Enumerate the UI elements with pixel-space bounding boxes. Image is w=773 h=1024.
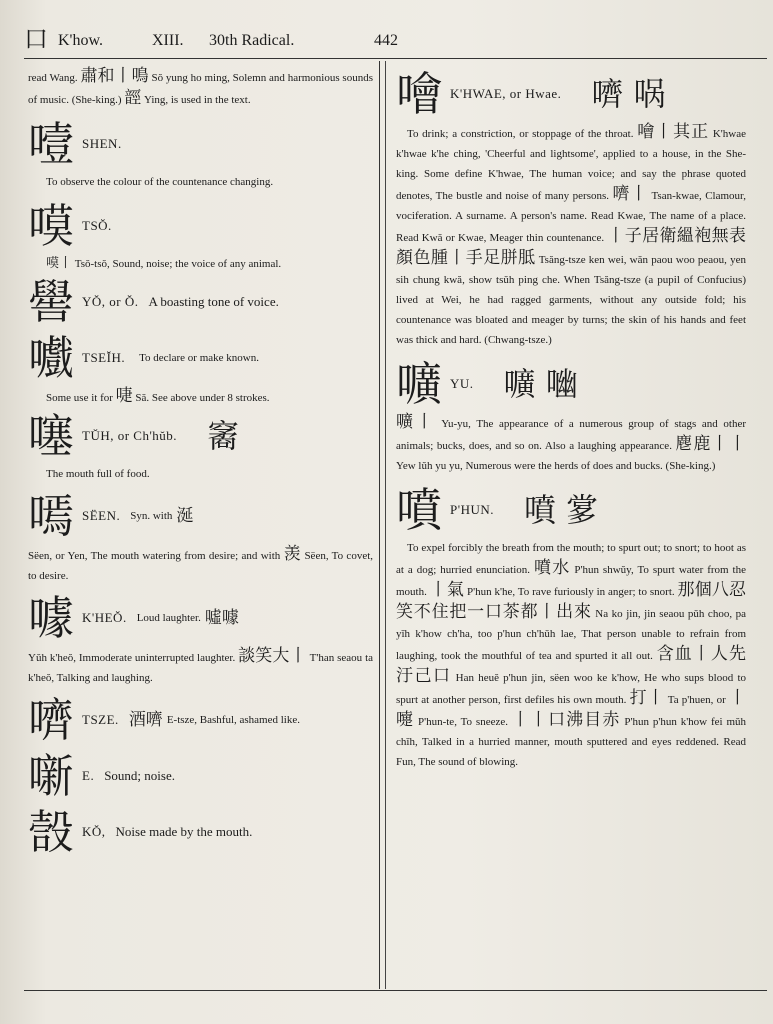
entry-ko bbox=[28, 804, 373, 860]
entry-e bbox=[28, 748, 373, 804]
entry-seen bbox=[28, 488, 373, 544]
cjk-phrase: 丨丨口沸目赤 bbox=[511, 710, 621, 730]
column-divider-inner bbox=[385, 61, 386, 989]
definition: E-tsze, Bashful, ashamed like. bbox=[166, 714, 300, 726]
headword: TSŎ. bbox=[82, 218, 112, 233]
headword-char: 噺 bbox=[28, 749, 74, 803]
intro-cjk: 䪫 bbox=[124, 88, 142, 108]
left-column bbox=[28, 66, 373, 860]
definition-text: P'hun k'he, To rave furiously in anger; to snort. bbox=[464, 586, 678, 598]
headword-char: 嚱 bbox=[28, 331, 74, 385]
definition-text: P'hun shwŭy, To spurt water from the mouth. bbox=[396, 564, 746, 598]
header-rule bbox=[24, 58, 767, 59]
cjk-phrase: 噴水 bbox=[534, 558, 571, 578]
column-divider bbox=[379, 61, 380, 989]
definition-text: P'hun p'hun k'how fei mŭh chĭh, Talked in a hurried manner, mouth sputtered and eyes reddened. Read Fun, The sound of blowing. bbox=[396, 716, 747, 768]
definition-yu bbox=[396, 412, 746, 476]
headword-char: 噴 bbox=[396, 483, 442, 537]
page-header bbox=[24, 26, 759, 56]
definition-text: Yŭh k'heŏ, Immoderate uninterrupted laughter. bbox=[28, 652, 236, 664]
entry-phun bbox=[396, 482, 746, 538]
definition-khwae bbox=[396, 122, 746, 350]
headword-char: 嗀 bbox=[28, 805, 74, 859]
cjk-phrase: 涎 bbox=[176, 506, 194, 526]
entry-tseih bbox=[28, 330, 373, 386]
headword: TSZE. bbox=[82, 712, 119, 727]
definition: To observe the colour of the countenance changing. bbox=[46, 176, 274, 188]
headword: KŎ, bbox=[82, 824, 106, 839]
cjk-phrase: 丨子居衛縕袍無表顏色腫丨手足胼胝 bbox=[396, 226, 747, 268]
cjk-phrase: 那個八忍笑不住把一口茶都丨出來 bbox=[396, 580, 746, 622]
definition-text: Ta p'huen, or bbox=[664, 694, 730, 706]
cjk-phrase: 嚝丨 bbox=[396, 412, 436, 432]
headword: SËEN. bbox=[82, 508, 121, 523]
definition-text: Yew lŭh yu yu, Numerous were the herds of does and bucks. (She-king.) bbox=[396, 460, 716, 472]
headword: K'HEŎ. bbox=[82, 610, 127, 625]
note-text: Să. See above under 8 strokes. bbox=[135, 392, 270, 404]
header-radical: 30th Radical. bbox=[209, 32, 295, 49]
headword-char: 噻 bbox=[28, 409, 74, 463]
headword-char: 嚳 bbox=[28, 275, 74, 329]
headword-char: 噲 bbox=[396, 67, 442, 121]
cjk-phrase: 麀鹿丨丨 bbox=[675, 434, 746, 454]
definition-phun bbox=[396, 538, 746, 772]
entry-yo bbox=[28, 274, 373, 330]
cjk-phrase: 丨嚏 bbox=[396, 688, 747, 730]
entry-shen bbox=[28, 116, 373, 172]
right-column bbox=[396, 66, 746, 772]
note-text: Some use it for bbox=[46, 392, 113, 404]
headword: P'HUN. bbox=[450, 502, 494, 517]
definition-text: Yu-yu, The appearance of a numerous group of stags and other animals; bucks, does, and so on. Also a laughing appearance. bbox=[396, 418, 746, 452]
definition-text: Na ko jin, jin seaou pŭh choo, pa yĭh k'how ch'ha, too p'hun ch'hŭh lae, That person unable to refrain from laughing, took the mouthful of tea and spurted it all out. bbox=[396, 608, 746, 662]
intro-text: read Wang. bbox=[28, 72, 78, 84]
cjk-phrase: 丨氣 bbox=[429, 580, 465, 600]
definition-text: P'hun-te, To sneeze. bbox=[414, 716, 512, 728]
seal-script-char: 嚝 㗀 bbox=[503, 365, 578, 403]
definition bbox=[28, 646, 373, 688]
cjk-phrase: 含血丨人先汙己口 bbox=[396, 644, 747, 686]
headword-char: 嘕 bbox=[28, 489, 74, 543]
definition-text: Sëen, or Yen, The mouth watering from desire; and with bbox=[28, 550, 281, 562]
definition: The mouth full of food. bbox=[46, 468, 150, 480]
headword-char: 嚌 bbox=[28, 693, 74, 747]
definition-text: Tsan-kwae, Clamour, vociferation. A surname. A person's name. Read Kwae, The name of a place. Read Kwă or Kwae, Meager thin countenance. bbox=[396, 190, 747, 244]
definition-text: K'hwae k'hwae k'he ching, 'Cheerful and lightsome', applied to a house, in the She-king. Some define K'hwae, The human voice; and say the phrase quoted denotes, The bustle and noise of many persons. bbox=[396, 128, 746, 202]
definition-text: Tsăng-tsze ken wei, wăn paou woo peaou, yen sih chung kwă, show tsŭh ping che. When Tsăng-tsze (a pupil of Confucius) lived at Wei, he had ragged garments, without any outside fold; his countenance was bloated and meager by turns; the skin of his hands and feet was thick and hard. (Chwang-tsze.) bbox=[396, 254, 746, 346]
definition-text: Loud laughter. bbox=[136, 612, 201, 624]
entry-tuh bbox=[28, 408, 373, 464]
seal-script-char: 嚌 㖞 bbox=[591, 75, 666, 113]
headword-char: 噎 bbox=[28, 117, 74, 171]
definition-text: Syn. with bbox=[130, 510, 173, 522]
intro-cjk: 肅和丨鳴 bbox=[80, 66, 149, 86]
seal-script-char: 䆷 bbox=[207, 417, 240, 455]
intro-text: Sŏ yung ho ming, Solemn and harmonious sounds of music. (She-king.) bbox=[28, 72, 373, 106]
note bbox=[28, 386, 373, 408]
definition-text: T'han seaou ta k'heŏ, Talking and laughing. bbox=[28, 652, 374, 684]
headword: K'HWAE, or Hwae. bbox=[450, 86, 562, 101]
definition bbox=[28, 254, 373, 274]
headword: E. bbox=[82, 768, 95, 783]
radical-char: 口 bbox=[24, 27, 48, 53]
cjk-phrase: 噲丨其正 bbox=[637, 122, 710, 142]
entry-tsze bbox=[28, 692, 373, 748]
cjk-phrase: 啑 bbox=[115, 386, 133, 406]
entry-kheo bbox=[28, 590, 373, 646]
cjk-phrase: 談笑大丨 bbox=[238, 646, 307, 666]
entry-tso bbox=[28, 198, 373, 254]
definition-text: To drink; a constriction, or stoppage of the throat. bbox=[396, 128, 638, 140]
headword: TŬH, or Ch'hŭb. bbox=[82, 428, 178, 443]
definition-text: To expel forcibly the breath from the mouth; to spurt out; to snort; to hoot as at a dog; hurried enunciation. bbox=[396, 542, 746, 576]
intro-entry bbox=[28, 66, 373, 110]
headword: TSEĬH. bbox=[82, 350, 126, 365]
headword-char: 噱 bbox=[28, 591, 74, 645]
headword-char: 嗼 bbox=[28, 199, 74, 253]
cjk-phrase: 嚌丨 bbox=[612, 184, 648, 204]
definition: A boasting tone of voice. bbox=[148, 294, 279, 309]
cjk-phrase: 羡 bbox=[283, 544, 302, 564]
page-number: 442 bbox=[374, 32, 398, 49]
headword: SHEN. bbox=[82, 136, 122, 151]
headword: YU. bbox=[450, 376, 474, 391]
cjk-phrase: 酒嚌 bbox=[128, 710, 163, 730]
header-romanized: K'how. bbox=[58, 32, 103, 49]
headword-char: 嚝 bbox=[396, 357, 442, 411]
cjk-phrase: 嗼丨 bbox=[46, 256, 73, 271]
definition: Sound; noise. bbox=[104, 768, 175, 783]
cjk-phrase: 打丨 bbox=[629, 688, 665, 708]
definition-text: Han heuĕ p'hun jin, sëen woo ke k'how, He who sups blood to spurt at another person, first defiles his own mouth. bbox=[396, 672, 747, 706]
footer-rule bbox=[24, 990, 767, 991]
headword: YŎ, or Ŏ. bbox=[82, 294, 139, 309]
definition-text: Sëen, To covet, to desire. bbox=[28, 550, 374, 582]
seal-script-char: 噴 㗬 bbox=[524, 491, 599, 529]
cjk-phrase: 噓噱 bbox=[204, 608, 239, 628]
definition-text: Tsŏ-tsŏ, Sound, noise; the voice of any animal. bbox=[74, 258, 282, 270]
definition bbox=[28, 544, 373, 586]
header-roman-numeral: XIII. bbox=[152, 32, 184, 49]
intro-text: Ying, is used in the text. bbox=[143, 94, 251, 106]
entry-khwae bbox=[396, 66, 746, 122]
entry-yu bbox=[396, 356, 746, 412]
definition: Noise made by the mouth. bbox=[115, 824, 253, 839]
definition: To declare or make known. bbox=[139, 352, 259, 364]
